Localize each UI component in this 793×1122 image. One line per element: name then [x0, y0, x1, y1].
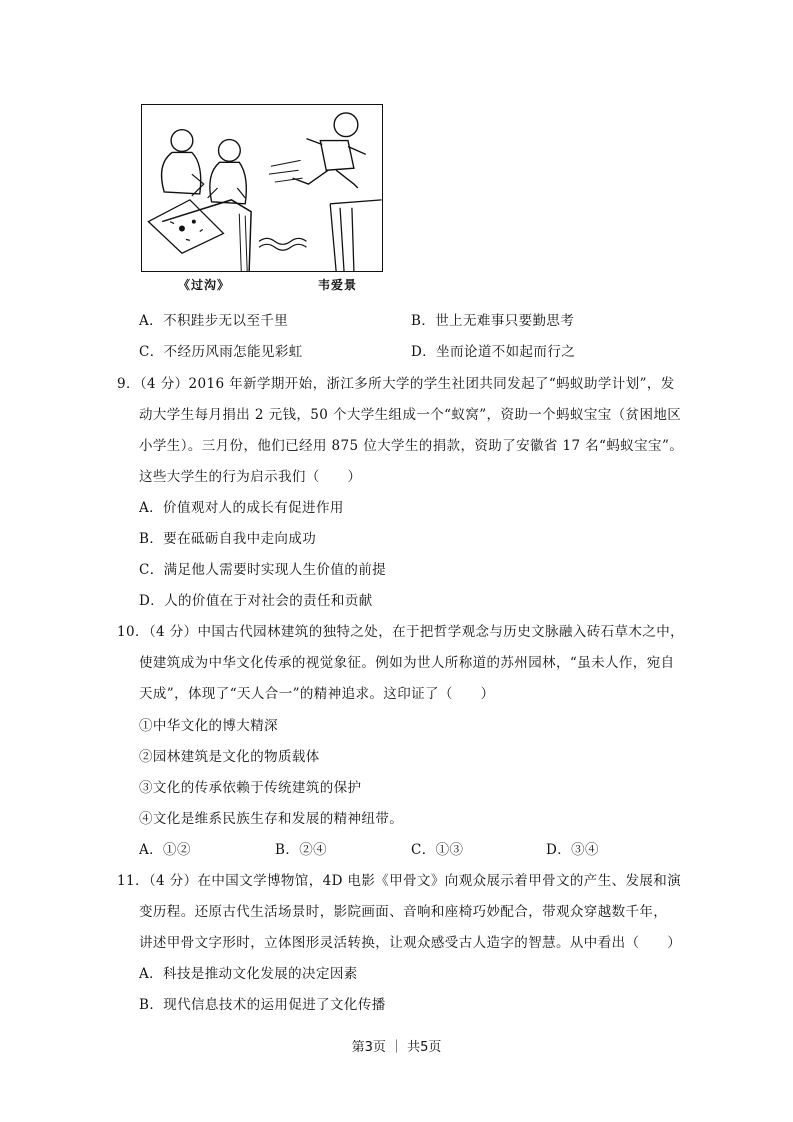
q9-line-2: 动大学生每月捐出 2 元钱，50 个大学生组成一个“蚁窝”，资助一个蚂蚁宝宝（贫困地区	[139, 407, 682, 423]
q8-option-b-letter: B．	[411, 313, 436, 329]
q8-option-d	[411, 342, 575, 362]
q10-option-a: A．①②	[139, 842, 191, 858]
q11-line-2: 变历程。还原古代生活场景时，影院画面、音响和座椅巧妙配合，带观众穿越数千年，	[139, 904, 668, 920]
cartoon-drawing	[142, 105, 382, 271]
q10-line-1: 10．（4 分）中国古代园林建筑的独特之处，在于把哲学观念与历史文脉融入砖石草木之中，	[117, 624, 685, 640]
q9-line-1: 9．（4 分）2016 年新学期开始，浙江多所大学的学生社团共同发起了“蚂蚁助学计划”，发	[117, 376, 675, 392]
q9-option-c: C．满足他人需要时实现人生价值的前提	[139, 562, 387, 578]
q8-option-a-letter: A．	[139, 313, 164, 329]
q9-option-b: B．要在砥砺自我中走向成功	[139, 531, 317, 547]
q10-statement-2: ②园林建筑是文化的物质载体	[139, 749, 320, 765]
q10-line-3: 天成”，体现了“天人合一”的精神追求。这印证了（ ）	[139, 686, 495, 702]
q8-option-d-text: 坐而论道不如起而行之	[436, 344, 576, 360]
q8-option-a	[139, 311, 288, 331]
page-footer: 第3页 ｜ 共5页	[351, 1040, 442, 1055]
q8-option-b	[411, 311, 574, 331]
q8-option-c-letter: C．	[139, 344, 164, 360]
q9-line-4: 这些大学生的行为启示我们（ ）	[139, 469, 362, 485]
q8-option-b-text: 世上无难事只要勤思考	[435, 313, 575, 329]
q8-option-c-text: 不经历风雨怎能见彩虹	[163, 344, 303, 360]
cartoon-title: 《过沟》	[178, 278, 231, 292]
q8-option-a-text: 不积跬步无以至千里	[163, 313, 289, 329]
q9-option-d: D．人的价值在于对社会的责任和贡献	[139, 593, 373, 609]
q9-option-a: A．价值观对人的成长有促进作用	[139, 500, 344, 516]
q10-option-d: D．③④	[546, 842, 599, 858]
q8-option-d-letter: D．	[411, 344, 437, 360]
q8-option-c	[139, 342, 303, 362]
q11-line-1: 11．（4 分）在中国文学博物馆，4D 电影《甲骨文》向观众展示着甲骨文的产生、发展和演	[117, 873, 682, 889]
q10-statement-3: ③文化的传承依赖于传统建筑的保护	[139, 780, 362, 796]
q10-statement-4: ④文化是维系民族生存和发展的精神纽带。	[139, 811, 404, 827]
q10-line-2: 使建筑成为中华文化传承的视觉象征。例如为世人所称道的苏州园林，“虽未人作，宛自	[139, 655, 675, 671]
q11-option-b: B．现代信息技术的运用促进了文化传播	[139, 997, 386, 1013]
q10-option-c: C．①③	[411, 842, 464, 858]
q10-option-b: B．②④	[275, 842, 328, 858]
q11-option-a: A．科技是推动文化发展的决定因素	[139, 966, 358, 982]
q10-statement-1: ①中华文化的博大精深	[139, 718, 278, 734]
q9-line-3: 小学生）。三月份，他们已经用 875 位大学生的捐款，资助了安徽省 17 名“蚂蚁宝宝”。	[139, 438, 684, 454]
cartoon-author: 韦爱景	[318, 278, 358, 292]
cartoon-image	[141, 104, 383, 272]
q11-line-3: 讲述甲骨文字形时，立体图形灵活转换，让观众感受古人造字的智慧。从中看出（ ）	[139, 935, 682, 951]
